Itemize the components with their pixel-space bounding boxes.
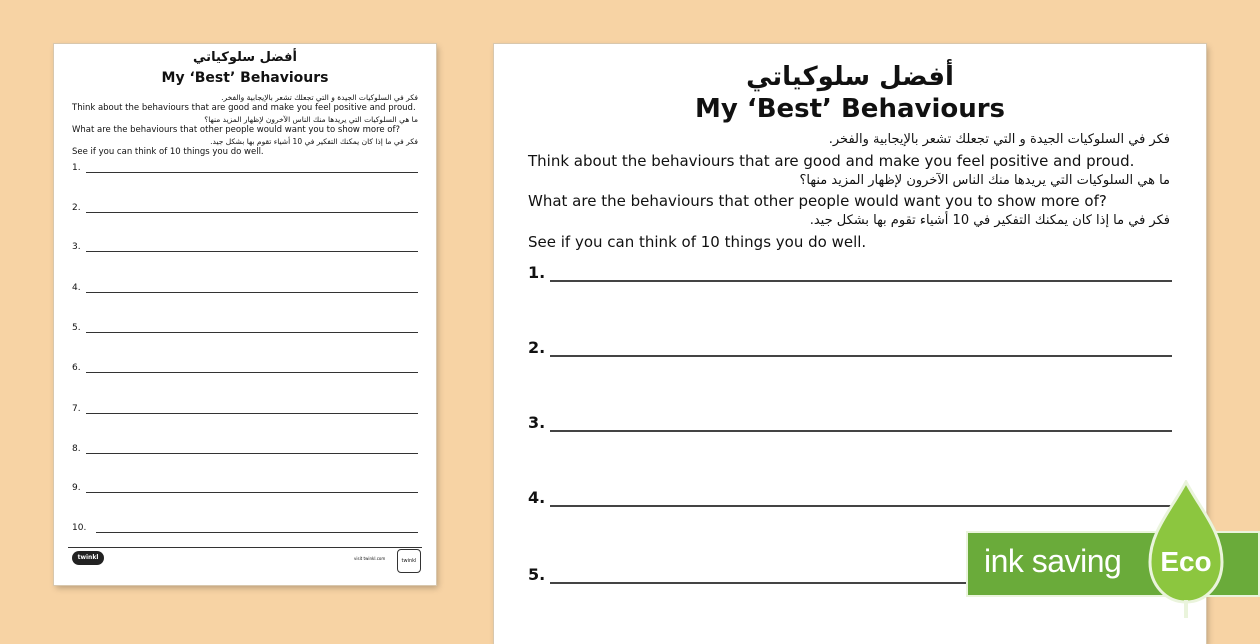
answer-line[interactable] (72, 517, 418, 533)
line-number: 6. (72, 363, 81, 373)
visit-text: visit twinkl.com (354, 556, 386, 561)
leaf-shape (1150, 482, 1222, 602)
arabic-intro: فكر في السلوكيات الجيدة و التي تجعلك تشعر بالإيجابية والفخر. (828, 132, 1170, 147)
answer-line[interactable] (72, 438, 418, 454)
arabic-intro: فكر في السلوكيات الجيدة و التي تجعلك تشعر بالإيجابية والفخر. (221, 93, 418, 102)
english-prompt: See if you can think of 10 things you do well. (528, 233, 867, 251)
write-rule (96, 532, 418, 533)
line-number: 1. (528, 263, 546, 282)
twinkl-badge-logo: twinkl (397, 549, 421, 573)
arabic-prompt: فكر في ما إذا كان يمكنك التفكير في 10 أشياء تقوم بها بشكل جيد. (210, 137, 418, 146)
english-intro: Think about the behaviours that are good and make you feel positive and proud. (72, 103, 416, 113)
line-number: 9. (72, 483, 81, 493)
answer-line[interactable] (72, 398, 418, 414)
answer-line[interactable] (72, 357, 418, 373)
answer-line[interactable] (528, 329, 1172, 357)
arabic-title: أفضل سلوكياتي (746, 62, 954, 92)
english-prompt: See if you can think of 10 things you do well. (72, 147, 264, 157)
english-question: What are the behaviours that other people would want you to show more of? (72, 125, 401, 135)
answer-line[interactable] (528, 404, 1172, 432)
write-rule (550, 280, 1172, 282)
arabic-question: ما هي السلوكيات التي يريدها منك الناس الآخرون لإظهار المزيد منها؟ (799, 173, 1170, 188)
line-number: 4. (72, 283, 81, 293)
line-number: 5. (72, 323, 81, 333)
answer-line[interactable] (528, 254, 1172, 282)
line-number: 4. (528, 488, 546, 507)
english-intro: Think about the behaviours that are good and make you feel positive and proud. (528, 152, 1135, 170)
english-question: What are the behaviours that other people would want you to show more of? (528, 192, 1107, 210)
write-rule (86, 292, 418, 293)
answer-line[interactable] (72, 157, 418, 173)
english-title: My ‘Best’ Behaviours (161, 70, 329, 86)
answer-line[interactable] (72, 317, 418, 333)
arabic-question: ما هي السلوكيات التي يريدها منك الناس الآخرون لإظهار المزيد منها؟ (204, 115, 418, 124)
answer-line[interactable] (72, 197, 418, 213)
line-number: 2. (72, 203, 81, 213)
write-rule (550, 430, 1172, 432)
footer-divider (68, 547, 422, 548)
write-rule (550, 355, 1172, 357)
answer-line[interactable] (72, 477, 418, 493)
line-number: 1. (72, 163, 81, 173)
write-rule (86, 332, 418, 333)
write-rule (86, 372, 418, 373)
english-title: My ‘Best’ Behaviours (694, 94, 1006, 124)
write-rule (86, 251, 418, 252)
twinkl-logo: twinkl (72, 551, 104, 565)
write-rule (86, 212, 418, 213)
line-number: 2. (528, 338, 546, 357)
write-rule (550, 505, 1172, 507)
line-number: 8. (72, 444, 81, 454)
write-rule (86, 413, 418, 414)
line-number: 7. (72, 404, 81, 414)
arabic-prompt: فكر في ما إذا كان يمكنك التفكير في 10 أشياء تقوم بها بشكل جيد. (809, 213, 1170, 228)
answer-line[interactable] (528, 479, 1172, 507)
line-number: 3. (72, 242, 81, 252)
worksheet-thumbnail (54, 44, 436, 585)
write-rule (86, 453, 418, 454)
ink-saving-label: ink saving (984, 543, 1122, 579)
line-number: 10. (72, 523, 87, 533)
line-number: 5. (528, 565, 546, 584)
eco-leaf-icon (1146, 480, 1226, 620)
answer-line[interactable] (72, 236, 418, 252)
line-number: 3. (528, 413, 546, 432)
write-rule (86, 172, 418, 173)
eco-label: Eco (1160, 546, 1212, 577)
arabic-title: أفضل سلوكياتي (193, 50, 297, 65)
write-rule (86, 492, 418, 493)
answer-line[interactable] (72, 277, 418, 293)
